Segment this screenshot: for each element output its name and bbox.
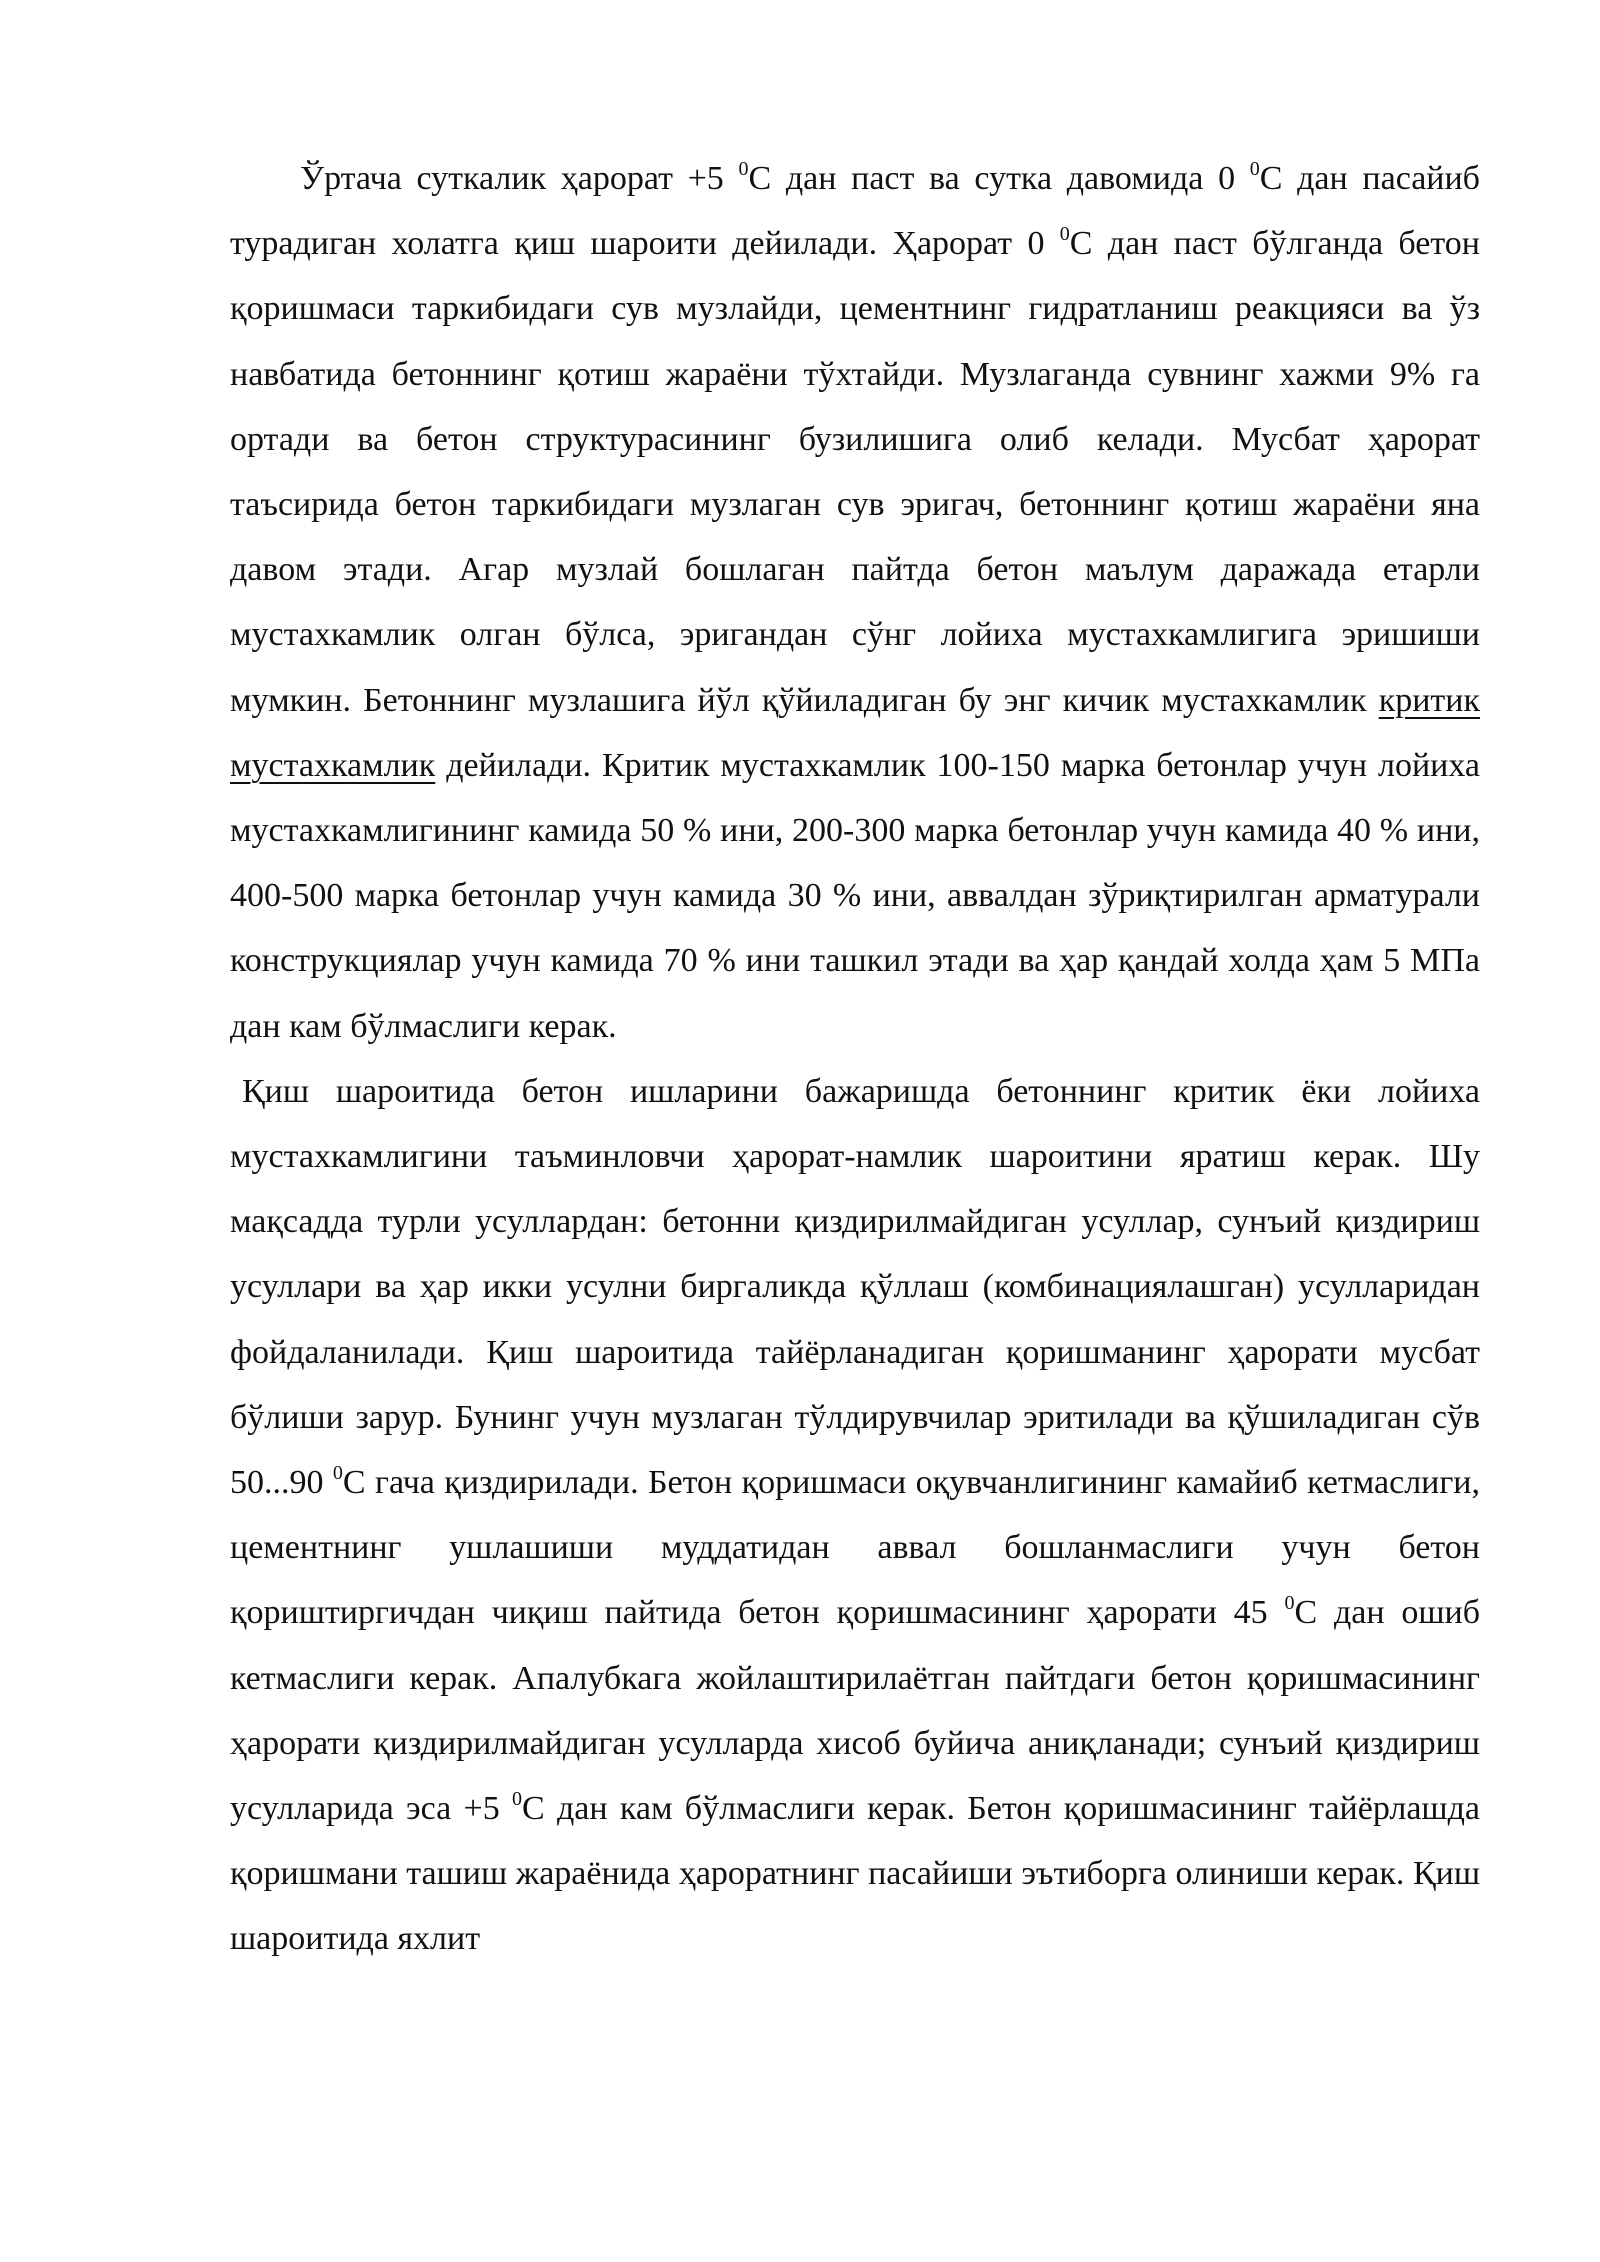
text-run: Ўртача суткалик ҳарорат +5: [300, 160, 739, 197]
degree-superscript: 0: [1249, 157, 1260, 180]
text-run: С дан кам бўлмаслиги керак. Бетон қоришмасининг тайёрлашда қоришмани ташиш жараёнида ҳароратнинг пасайиши эътиборга олиниши керак. Қиш шароитида яхлит: [230, 1790, 1480, 1958]
degree-superscript: 0: [332, 1461, 343, 1484]
degree-superscript: 0: [738, 157, 749, 180]
underlined-term-critical-strength: критик мустахкамлик: [230, 681, 1480, 784]
text-run: С гача қиздирилади. Бетон қоришмаси оқувчанлигининг камайиб кетмаслиги, цементнинг ушлашиши муддатидан аввал бошланмаслиги учун бетон қориштиргичдан чиқиш пайтида бетон қоришмасининг ҳарорати 45: [230, 1464, 1480, 1632]
paragraph-winter-concreting-methods: [230, 1059, 1480, 1972]
degree-superscript: 0: [1284, 1592, 1295, 1615]
text-run: Қиш шароитида бетон ишларини бажаришда бетоннинг критик ёки лойиха мустахкамлигини таъминловчи ҳарорат-намлик шароитини яратиш керак. Шу мақсадда турли усуллардан: бетонни қиздирилмайдиган усуллар, сунъий қиздириш усуллари ва ҳар икки усулни биргаликда қўллаш (комбинациялашган) усулларидан фойдаланилади. Қиш шароитида тайёрланадиган қоришманинг ҳарорати мусбат бўлиши зарур. Бунинг учун музлаган тўлдирувчилар эритилади ва қўшиладиган сўв 50...90: [230, 1072, 1480, 1502]
degree-superscript: 0: [1059, 222, 1070, 245]
text-run: С дан паст ва сутка давомида 0: [748, 160, 1250, 197]
paragraph-winter-conditions: [230, 146, 1480, 1059]
text-run: дейилади. Критик мустахкамлик 100-150 марка бетонлар учун лойиха мустахкамлигининг камида 50 % ини, 200-300 марка бетонлар учун камида 40 % ини, 400-500 марка бетонлар учун камида 30 % ини, аввалдан зўриқтирилган арматурали конструкциялар учун камида 70 % ини ташкил этади ва ҳар қандай холда ҳам 5 МПа дан кам бўлмаслиги керак.: [230, 746, 1480, 1045]
text-run: С дан пасайиб турадиган холатга қиш шароити дейилади. Ҳарорат 0: [230, 160, 1480, 263]
text-run: С дан ошиб кетмаслиги керак. Апалубкага жойлаштирилаётган пайтдаги бетон қоришмасининг ҳарорати қиздирилмайдиган усулларда хисоб буйича аниқланади; сунъий қиздириш усулларида эса +5: [230, 1594, 1480, 1828]
text-run: С дан паст бўлганда бетон қоришмаси таркибидаги сув музлайди, цементнинг гидратланиш реакцияси ва ўз навбатида бетоннинг қотиш жараёни тўхтайди. Музлаганда сувнинг хажми 9% га ортади ва бетон структурасининг бузилишига олиб келади. Мусбат ҳарорат таъсирида бетон таркибидаги музлаган сув эригач, бетоннинг қотиш жараёни яна давом этади. Агар музлай бошлаган пайтда бетон маълум даражада етарли мустахкамлик олган бўлса, эригандан сўнг лойиха мустахкамлигига эришиши мумкин. Бетоннинг музлашига йўл қўйиладиган бу энг кичик мустахкамлик: [230, 225, 1480, 719]
body-text: [230, 146, 1480, 1972]
degree-superscript: 0: [512, 1787, 523, 1810]
